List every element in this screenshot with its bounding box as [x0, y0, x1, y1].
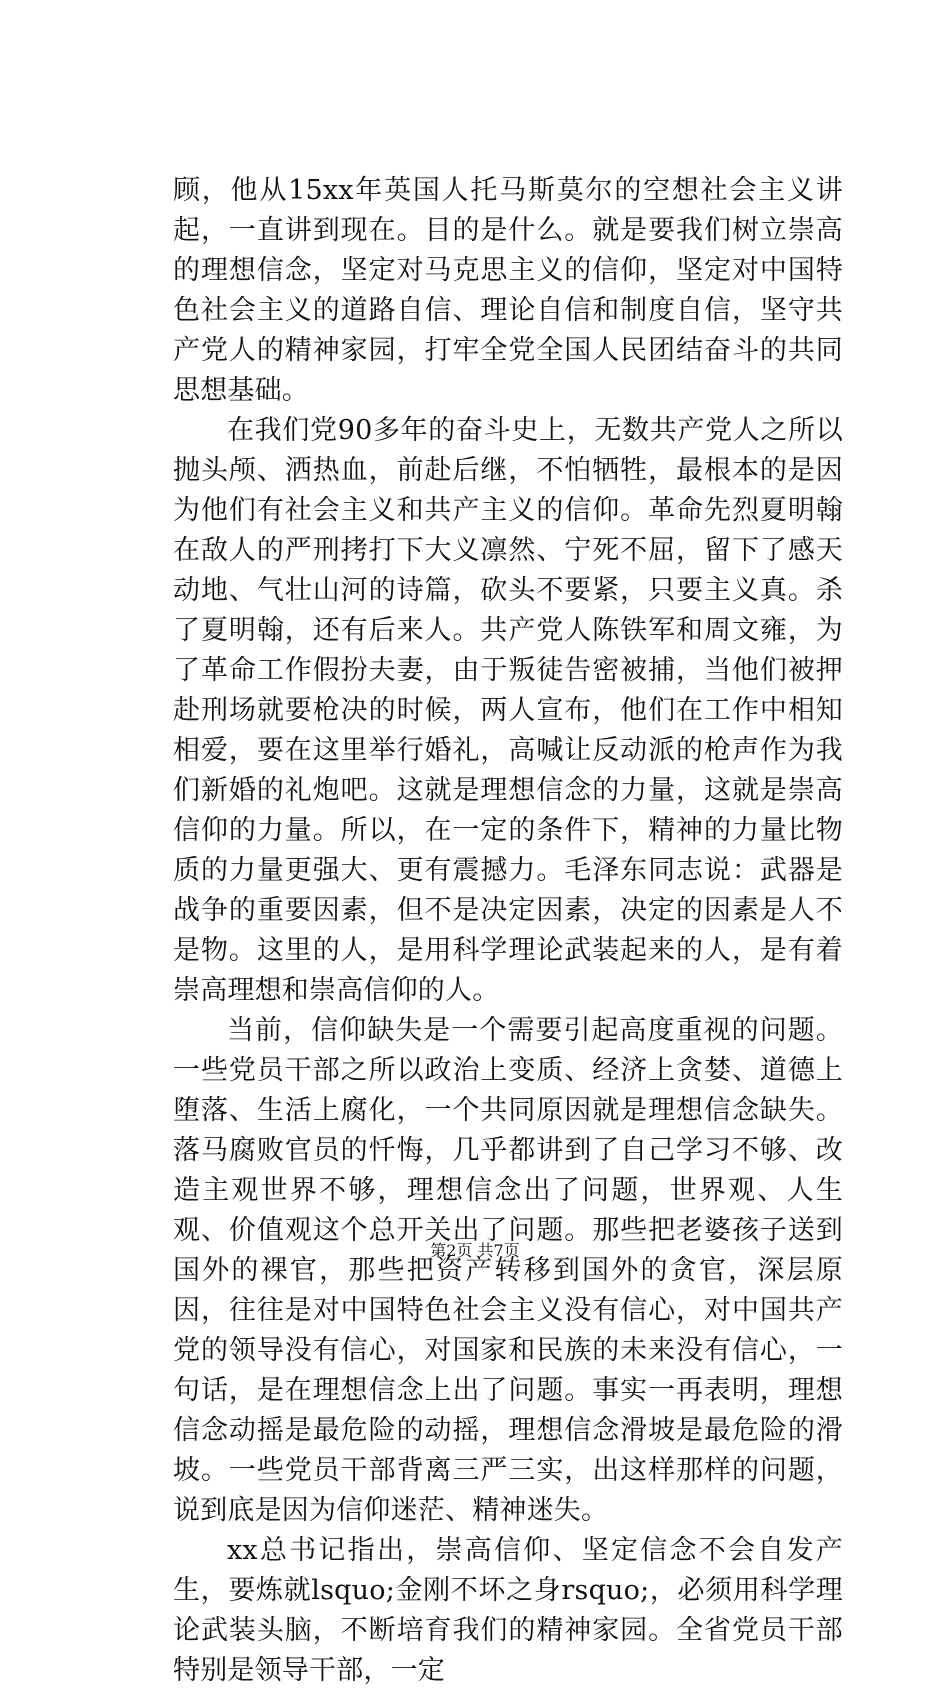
paragraph-4: xx总书记指出，崇高信仰、坚定信念不会自发产生，要炼就lsquo;金刚不坏之身rsquo;，必须用科学理论武装头脑，不断培育我们的精神家园。全省党员干部特别是领导干部，一定	[173, 1535, 843, 1686]
paragraph-3: 当前，信仰缺失是一个需要引起高度重视的问题。一些党员干部之所以政治上变质、经济上贪婪、道德上堕落、生活上腐化，一个共同原因就是理想信念缺失。落马腐败官员的忏悔，几乎都讲到了自己学习不够、改造主观世界不够，理想信念出了问题，世界观、人生观、价值观这个总开关出了问题。那些把老婆孩子送到国外的裸官，那些把资产转移到国外的贪官，深层原因，往往是对中国特色社会主义没有信心，对中国共产党的领导没有信心，对国家和民族的未来没有信心，一句话，是在理想信念上出了问题。事实一再表明，理想信念动摇是最危险的动摇，理想信念滑坡是最危险的滑坡。一些党员干部背离三严三实，出这样那样的问题，说到底是因为信仰迷茫、精神迷失。	[173, 1015, 843, 1526]
page-number-footer: 第2页 共7页	[430, 1241, 520, 1260]
document-body	[173, 171, 843, 1691]
paragraph-2: 在我们党90多年的奋斗史上，无数共产党人之所以抛头颅、洒热血，前赴后继，不怕牺牲，最根本的是因为他们有社会主义和共产主义的信仰。革命先烈夏明翰在敌人的严刑拷打下大义凛然、宁死不屈，留下了感天动地、气壮山河的诗篇，砍头不要紧，只要主义真。杀了夏明翰，还有后来人。共产党人陈铁军和周文雍，为了革命工作假扮夫妻，由于叛徒告密被捕，当他们被押赴刑场就要枪决的时候，两人宣布，他们在工作中相知相爱，要在这里举行婚礼，高喊让反动派的枪声作为我们新婚的礼炮吧。这就是理想信念的力量，这就是崇高信仰的力量。所以，在一定的条件下，精神的力量比物质的力量更强大、更有震撼力。毛泽东同志说：武器是战争的重要因素，但不是决定因素，决定的因素是人不是物。这里的人，是用科学理论武装起来的人，是有着崇高理想和崇高信仰的人。	[173, 415, 843, 1006]
paragraph-1: 顾，他从15xx年英国人托马斯莫尔的空想社会主义讲起，一直讲到现在。目的是什么。就是要我们树立崇高的理想信念，坚定对马克思主义的信仰，坚定对中国特色社会主义的道路自信、理论自信和制度自信，坚守共产党人的精神家园，打牢全党全国人民团结奋斗的共同思想基础。	[173, 175, 843, 406]
